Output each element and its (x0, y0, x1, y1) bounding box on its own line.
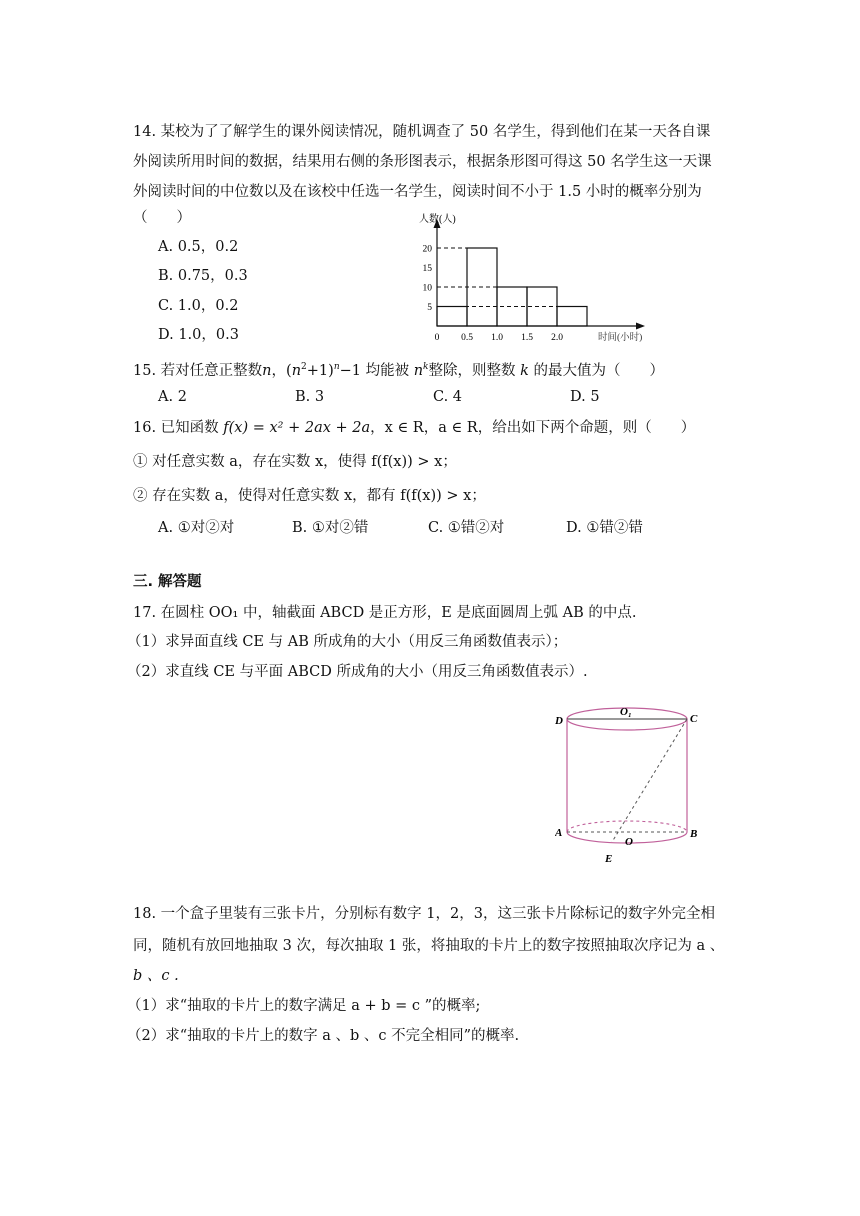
label-c: C (690, 713, 698, 725)
q18-part-2: （2）求“抽取的卡片上的数字 a 、b 、c 不完全相同”的概率. (127, 1028, 520, 1044)
q16-option-b: B. ①对②错 (292, 520, 369, 536)
q17-stem: 17. 在圆柱 OO₁ 中，轴截面 ABCD 是正方形，E 是底面圆周上弧 AB 的中点. (133, 605, 637, 621)
q15-post: 的最大值为（ ） (533, 362, 665, 379)
q15-option-a: A. 2 (158, 389, 187, 405)
q18-line-3: b 、c . (133, 968, 179, 984)
q16-pre: 16. 已知函数 (133, 420, 219, 436)
histogram-bar (557, 307, 587, 327)
q15-var-k: k (520, 362, 529, 379)
q18-line-1: 18. 一个盒子里装有三张卡片，分别标有数字 1，2，3，这三张卡片除标记的数字外完全相 (133, 906, 715, 922)
q15-var-n: n (262, 362, 272, 379)
q16-option-a: A. ①对②对 (158, 520, 235, 536)
q16-stem (133, 418, 695, 438)
q15-mid1: ，( (271, 362, 292, 379)
y-tick-label: 10 (422, 283, 432, 294)
label-o1: O₁ (620, 706, 632, 718)
q15-mid4: 整除，则整数 (428, 362, 516, 379)
q16-function: f(x) = x² + 2ax + 2a (223, 420, 371, 436)
q15-exp-k: k (423, 362, 429, 372)
q16-proposition-2: ② 存在实数 a，使得对任意实数 x，都有 f(f(x)) > x； (133, 488, 486, 504)
x-tick-label: 0.5 (461, 333, 473, 343)
label-a: A (555, 827, 563, 839)
q15-option-c: C. 4 (433, 389, 463, 405)
q18-line-2: 同，随机有放回地抽取 3 次，每次抽取 1 张，将抽取的卡片上的数字按照抽取次序记为 a 、 (133, 938, 725, 954)
q14-option-a: A. 0.5，0.2 (158, 239, 239, 255)
cylinder-diagram (555, 700, 715, 870)
label-o: O (625, 836, 633, 848)
y-tick-label: 20 (422, 244, 432, 255)
q14-line-3: 外阅读时间的中位数以及在该校中任选一名学生，阅读时间不小于 1.5 小时的概率分别为 (133, 184, 702, 200)
q14-answer-paren: （ ） (133, 210, 191, 226)
segment-ce (612, 719, 687, 842)
q16-mid: ，x ∈ R，a ∈ R，给出如下两个命题，则（ ） (370, 420, 696, 436)
q15-mid3: −1 均能被 (339, 362, 410, 379)
q18-part-1: （1）求“抽取的卡片上的数字满足 a + b = c ”的概率; (127, 998, 481, 1014)
x-axis-arrow (636, 323, 645, 330)
histogram-bar (437, 307, 467, 327)
q16-proposition-1: ① 对任意实数 a，存在实数 x，使得 f(f(x)) > x； (133, 454, 457, 470)
x-tick-label: 2.0 (551, 333, 563, 343)
x-axis-label: 时间(小时) (598, 333, 643, 343)
bottom-ellipse-back (567, 821, 687, 832)
x-tick-label: 1.5 (521, 333, 533, 343)
q15-exp-n: n (333, 362, 340, 372)
q14-line-1: 14. 某校为了了解学生的课外阅读情况，随机调查了 50 名学生，得到他们在某一天各自课 (133, 124, 711, 140)
q16-option-d: D. ①错②错 (566, 520, 643, 536)
q15-option-d: D. 5 (570, 389, 600, 405)
q15-var-n3: n (413, 362, 424, 379)
q17-part-1: （1）求异面直线 CE 与 AB 所成角的大小（用反三角函数值表示）； (127, 634, 568, 650)
q15-pre: 15. 若对任意正整数 (133, 362, 263, 379)
y-axis-label: 人数(人) (419, 214, 456, 225)
q14-option-d: D. 1.0，0.3 (158, 327, 239, 343)
label-b: B (690, 828, 698, 840)
q14-line-2: 外阅读所用时间的数据，结果用右侧的条形图表示，根据条形图可得这 50 名学生这一天课 (133, 154, 712, 170)
reading-time-histogram (395, 212, 660, 352)
y-tick-label: 5 (427, 303, 432, 313)
q17-part-2: （2）求直线 CE 与平面 ABCD 所成角的大小（用反三角函数值表示）. (127, 664, 588, 680)
section-heading: 三. 解答题 (133, 574, 202, 590)
y-tick-label: 15 (422, 264, 432, 274)
q15-stem: 15. 若对任意正整数n，$(n^2+1)^n-1$ 均能被 $n^k$整除，则整数 k 的最大值为（ ） (133, 362, 665, 379)
label-d: D (555, 715, 563, 727)
x-tick-label: 0 (434, 333, 440, 343)
q15-var-n2: n (291, 362, 302, 379)
q16-option-c: C. ①错②对 (428, 520, 505, 536)
q15-option-b: B. 3 (295, 389, 325, 405)
x-tick-label: 1.0 (491, 333, 503, 343)
q14-option-b: B. 0.75，0.3 (158, 268, 248, 284)
q15-mid2: +1) (306, 362, 334, 379)
q14-option-c: C. 1.0，0.2 (158, 298, 239, 314)
label-e: E (605, 853, 613, 865)
